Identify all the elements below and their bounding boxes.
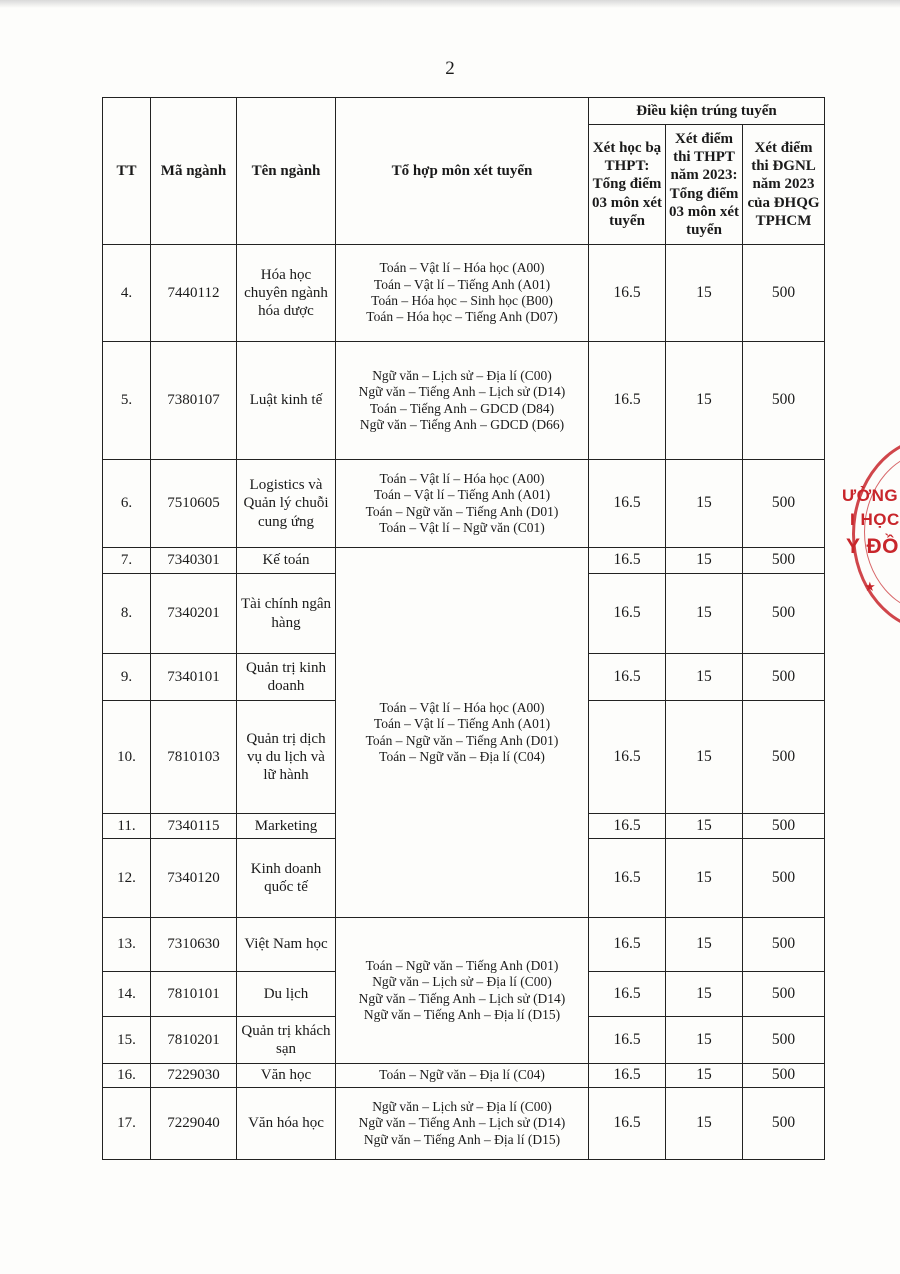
cell-code: 7229030 [151, 1064, 237, 1088]
header-tt: TT [103, 98, 151, 245]
cell-tt: 10. [103, 701, 151, 814]
cell-name: Văn hóa học [237, 1087, 336, 1159]
cell-tt: 17. [103, 1087, 151, 1159]
cell-code: 7229040 [151, 1087, 237, 1159]
combo-item: Toán – Vật lí – Hóa học (A00) [379, 699, 545, 715]
table-row [103, 245, 825, 342]
cell-hocba: 16.5 [589, 245, 666, 342]
cell-tt: 8. [103, 574, 151, 654]
combo-item: Ngữ văn – Tiếng Anh – GDCD (D66) [359, 416, 565, 432]
cell-hocba: 16.5 [589, 701, 666, 814]
cell-thpt: 15 [666, 814, 743, 839]
cell-name: Kinh doanh quốc tế [237, 839, 336, 918]
cell-combos [336, 342, 589, 460]
cell-dgnl: 500 [743, 548, 825, 574]
combo-item: Toán – Ngữ văn – Địa lí (C04) [379, 748, 545, 764]
combo-item: Ngữ văn – Lịch sử – Địa lí (C00) [372, 1098, 552, 1114]
page-number: 2 [445, 58, 455, 79]
cell-code: 7810101 [151, 972, 237, 1017]
cell-combos [336, 245, 589, 342]
combo-item: Toán – Vật lí – Tiếng Anh (A01) [373, 487, 551, 503]
combo-item: Ngữ văn – Tiếng Anh – Lịch sử (D14) [358, 384, 566, 400]
cell-name: Du lịch [237, 972, 336, 1017]
cell-thpt: 15 [666, 918, 743, 972]
combo-item: Toán – Ngữ văn – Tiếng Anh (D01) [365, 957, 559, 973]
table-row [103, 548, 825, 574]
cell-dgnl: 500 [743, 654, 825, 701]
cell-tt: 6. [103, 460, 151, 548]
cell-dgnl: 500 [743, 342, 825, 460]
cell-hocba: 16.5 [589, 460, 666, 548]
cell-dgnl: 500 [743, 460, 825, 548]
combo-item: Ngữ văn – Tiếng Anh – Lịch sử (D14) [358, 990, 566, 1006]
cell-tt: 9. [103, 654, 151, 701]
cell-combos [336, 548, 589, 918]
cell-hocba: 16.5 [589, 1017, 666, 1064]
cell-hocba: 16.5 [589, 839, 666, 918]
cell-tt: 7. [103, 548, 151, 574]
cell-hocba: 16.5 [589, 1087, 666, 1159]
cell-name: Quản trị kinh doanh [237, 654, 336, 701]
cell-thpt: 15 [666, 460, 743, 548]
cell-name: Quản trị dịch vụ du lịch và lữ hành [237, 701, 336, 814]
cell-tt: 4. [103, 245, 151, 342]
cell-dgnl: 500 [743, 701, 825, 814]
cell-code: 7440112 [151, 245, 237, 342]
cell-tt: 12. [103, 839, 151, 918]
cell-name: Kế toán [237, 548, 336, 574]
cell-thpt: 15 [666, 654, 743, 701]
scan-edge [0, 0, 900, 8]
cell-code: 7810201 [151, 1017, 237, 1064]
combo-item: Ngữ văn – Lịch sử – Địa lí (C00) [372, 367, 552, 383]
cell-tt: 15. [103, 1017, 151, 1064]
cell-dgnl: 500 [743, 972, 825, 1017]
cell-thpt: 15 [666, 574, 743, 654]
cell-hocba: 16.5 [589, 654, 666, 701]
cell-dgnl: 500 [743, 574, 825, 654]
cell-hocba: 16.5 [589, 342, 666, 460]
cell-code: 7510605 [151, 460, 237, 548]
cell-combos [336, 1087, 589, 1159]
cell-tt: 14. [103, 972, 151, 1017]
cell-name: Việt Nam học [237, 918, 336, 972]
cell-dgnl: 500 [743, 918, 825, 972]
cell-code: 7340115 [151, 814, 237, 839]
admission-table [102, 97, 825, 1160]
cell-code: 7340101 [151, 654, 237, 701]
combo-item: Toán – Vật lí – Hóa học (A00) [379, 260, 545, 276]
combo-item: Toán – Vật lí – Tiếng Anh (A01) [373, 716, 551, 732]
header-combos: Tổ hợp môn xét tuyển [336, 98, 589, 245]
combo-item: Toán – Tiếng Anh – GDCD (D84) [369, 400, 555, 416]
cell-thpt: 15 [666, 839, 743, 918]
cell-code: 7340301 [151, 548, 237, 574]
header-hocba: Xét học bạ THPT: Tổng điểm 03 môn xét tuyển [589, 125, 666, 245]
star-icon: ★ [864, 579, 876, 594]
cell-dgnl: 500 [743, 839, 825, 918]
cell-hocba: 16.5 [589, 918, 666, 972]
cell-name: Logistics và Quản lý chuỗi cung ứng [237, 460, 336, 548]
cell-tt: 5. [103, 342, 151, 460]
combo-item: Ngữ văn – Lịch sử – Địa lí (C00) [372, 974, 552, 990]
table-row [103, 1087, 825, 1159]
cell-thpt: 15 [666, 1064, 743, 1088]
cell-name: Tài chính ngân hàng [237, 574, 336, 654]
combo-item: Toán – Hóa học – Sinh học (B00) [371, 293, 553, 308]
cell-combos [336, 460, 589, 548]
official-stamp [836, 436, 900, 626]
header-dgnl: Xét điểm thi ĐGNL năm 2023 của ĐHQG TPHCM [743, 125, 825, 245]
stamp-text-line2: I HỌC [850, 510, 900, 529]
cell-name: Quản trị khách sạn [237, 1017, 336, 1064]
header-conditions: Điều kiện trúng tuyển [589, 98, 825, 125]
cell-dgnl: 500 [743, 1017, 825, 1064]
combo-item: Toán – Ngữ văn – Tiếng Anh (D01) [365, 503, 559, 519]
combo-item: Ngữ văn – Tiếng Anh – Địa lí (D15) [363, 1006, 561, 1022]
combo-item: Toán – Hóa học – Tiếng Anh (D07) [366, 309, 558, 325]
cell-combos [336, 918, 589, 1064]
cell-tt: 13. [103, 918, 151, 972]
cell-hocba: 16.5 [589, 972, 666, 1017]
cell-thpt: 15 [666, 701, 743, 814]
combo-item: Toán – Vật lí – Ngữ văn (C01) [379, 519, 545, 535]
header-code: Mã ngành [151, 98, 237, 245]
combo-item: Ngữ văn – Tiếng Anh – Lịch sử (D14) [358, 1115, 566, 1131]
cell-name: Marketing [237, 814, 336, 839]
combo-item: Ngữ văn – Tiếng Anh – Địa lí (D15) [363, 1131, 561, 1147]
cell-thpt: 15 [666, 1017, 743, 1064]
cell-name: Luật kinh tế [237, 342, 336, 460]
table-row [103, 342, 825, 460]
cell-thpt: 15 [666, 1087, 743, 1159]
stamp-text-line3: Y ĐỒ [846, 535, 899, 558]
cell-hocba: 16.5 [589, 574, 666, 654]
cell-thpt: 15 [666, 245, 743, 342]
cell-combos [336, 1064, 589, 1088]
cell-tt: 16. [103, 1064, 151, 1088]
combo-item: Toán – Vật lí – Hóa học (A00) [379, 470, 545, 486]
stamp-text-line1: ƯỜNG [842, 486, 899, 505]
cell-code: 7810103 [151, 701, 237, 814]
cell-thpt: 15 [666, 548, 743, 574]
cell-code: 7310630 [151, 918, 237, 972]
cell-dgnl: 500 [743, 245, 825, 342]
cell-code: 7380107 [151, 342, 237, 460]
cell-name: Văn học [237, 1064, 336, 1088]
cell-thpt: 15 [666, 342, 743, 460]
table-row [103, 460, 825, 548]
cell-code: 7340201 [151, 574, 237, 654]
cell-thpt: 15 [666, 972, 743, 1017]
combo-item: Toán – Ngữ văn – Tiếng Anh (D01) [365, 732, 559, 748]
cell-tt: 11. [103, 814, 151, 839]
cell-code: 7340120 [151, 839, 237, 918]
table-row [103, 1064, 825, 1088]
header-thpt: Xét điểm thi THPT năm 2023: Tổng điểm 03 môn xét tuyển [666, 125, 743, 245]
combo-item: Toán – Ngữ văn – Địa lí (C04) [379, 1067, 545, 1083]
cell-hocba: 16.5 [589, 548, 666, 574]
cell-hocba: 16.5 [589, 1064, 666, 1088]
cell-dgnl: 500 [743, 1087, 825, 1159]
cell-dgnl: 500 [743, 1064, 825, 1088]
cell-name: Hóa học chuyên ngành hóa dược [237, 245, 336, 342]
cell-hocba: 16.5 [589, 814, 666, 839]
header-name: Tên ngành [237, 98, 336, 245]
cell-dgnl: 500 [743, 814, 825, 839]
table-row [103, 918, 825, 972]
combo-item: Toán – Vật lí – Tiếng Anh (A01) [373, 276, 551, 292]
